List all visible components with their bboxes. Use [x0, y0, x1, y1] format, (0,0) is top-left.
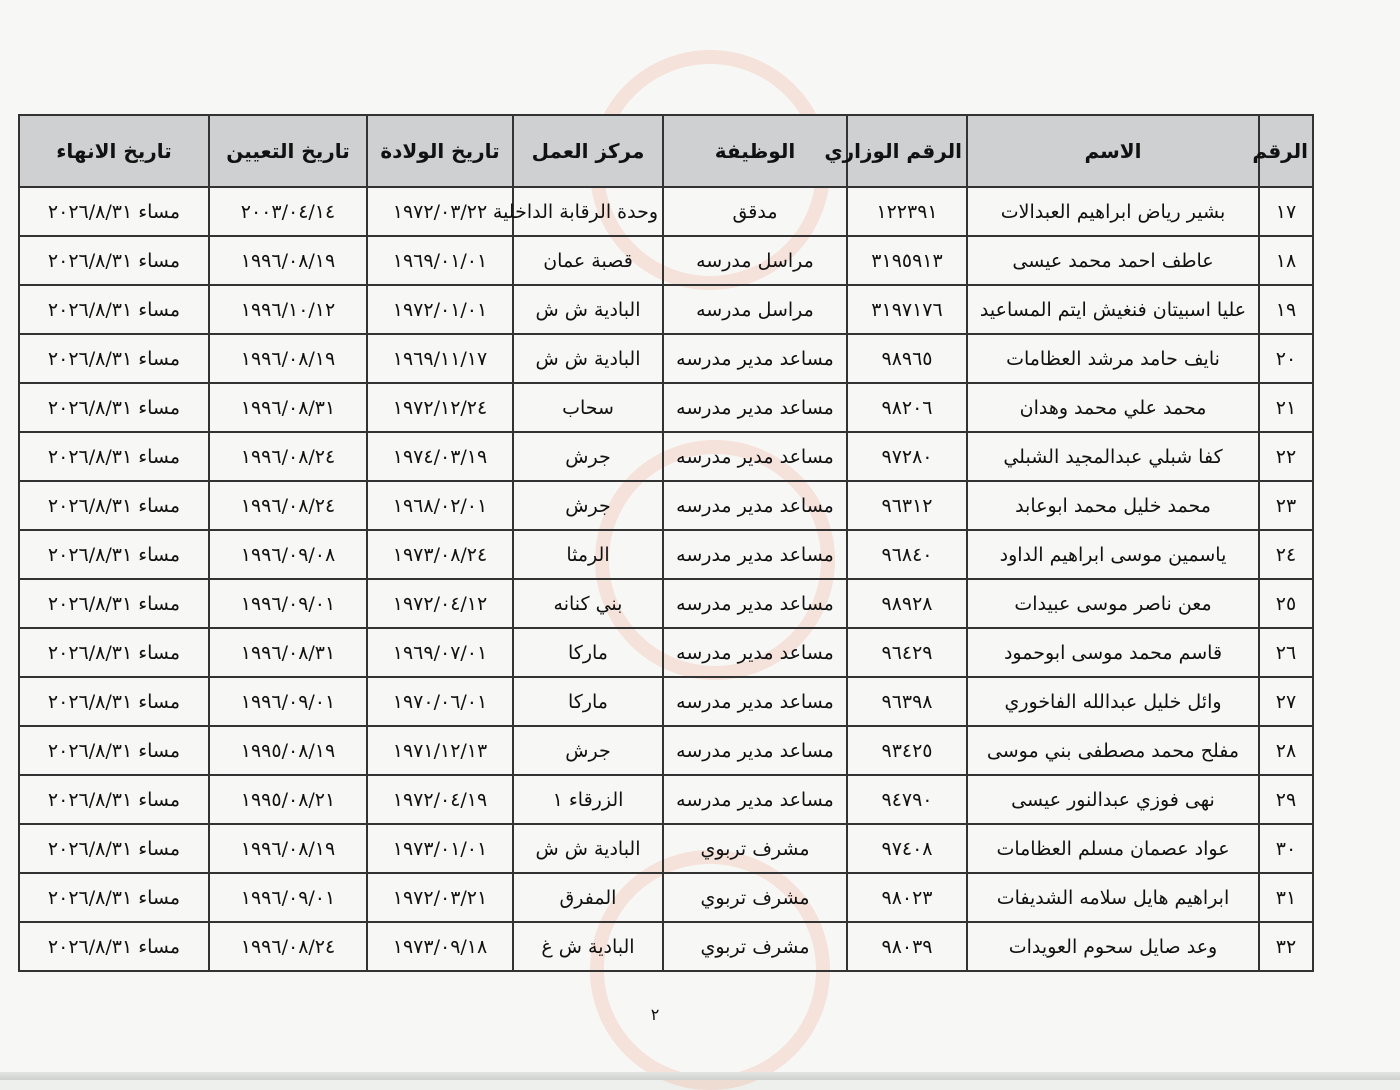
cell-birth-date: ١٩٦٩/٠٧/٠١ — [367, 628, 513, 677]
cell-end-date: مساء ٢٠٢٦/٨/٣١ — [19, 628, 209, 677]
cell-name: ياسمين موسى ابراهيم الداود — [967, 530, 1259, 579]
cell-num: ٢٦ — [1259, 628, 1313, 677]
cell-job: مساعد مدير مدرسه — [663, 775, 847, 824]
cell-birth-date: ١٩٦٩/٠١/٠١ — [367, 236, 513, 285]
cell-appoint-date: ١٩٩٦/٠٨/٢٤ — [209, 432, 367, 481]
cell-appoint-date: ١٩٩٦/٠٨/١٩ — [209, 334, 367, 383]
cell-birth-date: ١٩٧٢/٠٣/٢١ — [367, 873, 513, 922]
header-job: الوظيفة — [663, 115, 847, 187]
cell-name: معن ناصر موسى عبيدات — [967, 579, 1259, 628]
cell-birth-date: ١٩٦٩/١١/١٧ — [367, 334, 513, 383]
cell-job: مساعد مدير مدرسه — [663, 726, 847, 775]
header-appoint-date: تاريخ التعيين — [209, 115, 367, 187]
cell-work-center: الزرقاء ١ — [513, 775, 663, 824]
table-row — [19, 187, 1313, 236]
cell-job: مساعد مدير مدرسه — [663, 383, 847, 432]
cell-num: ١٨ — [1259, 236, 1313, 285]
cell-job: مساعد مدير مدرسه — [663, 677, 847, 726]
cell-work-center: جرش — [513, 726, 663, 775]
cell-num: ٢٧ — [1259, 677, 1313, 726]
table-row — [19, 481, 1313, 530]
cell-num: ٢٢ — [1259, 432, 1313, 481]
cell-job: مشرف تربوي — [663, 922, 847, 971]
cell-birth-date: ١٩٧٣/٠٨/٢٤ — [367, 530, 513, 579]
cell-name: عليا اسبيتان فنغيش ايتم المساعيد — [967, 285, 1259, 334]
cell-work-center: قصبة عمان — [513, 236, 663, 285]
cell-appoint-date: ١٩٩٥/٠٨/١٩ — [209, 726, 367, 775]
table-row — [19, 824, 1313, 873]
cell-job: مساعد مدير مدرسه — [663, 334, 847, 383]
cell-name: نهى فوزي عبدالنور عيسى — [967, 775, 1259, 824]
cell-ministry-no: ٩٤٧٩٠ — [847, 775, 967, 824]
table-row — [19, 334, 1313, 383]
cell-ministry-no: ٩٦٣٩٨ — [847, 677, 967, 726]
cell-job: مدقق — [663, 187, 847, 236]
cell-birth-date: ١٩٦٨/٠٢/٠١ — [367, 481, 513, 530]
cell-work-center: ماركا — [513, 628, 663, 677]
cell-num: ٢٣ — [1259, 481, 1313, 530]
cell-name: نايف حامد مرشد العظامات — [967, 334, 1259, 383]
cell-work-center: البادية ش ش — [513, 824, 663, 873]
table-row — [19, 922, 1313, 971]
cell-ministry-no: ٩٦٤٢٩ — [847, 628, 967, 677]
cell-job: مراسل مدرسه — [663, 236, 847, 285]
cell-appoint-date: ١٩٩٦/٠٨/٢٤ — [209, 922, 367, 971]
table-row — [19, 285, 1313, 334]
cell-end-date: مساء ٢٠٢٦/٨/٣١ — [19, 726, 209, 775]
cell-job: مساعد مدير مدرسه — [663, 579, 847, 628]
cell-work-center: المفرق — [513, 873, 663, 922]
cell-work-center: جرش — [513, 432, 663, 481]
table-row — [19, 432, 1313, 481]
cell-work-center: الرمثا — [513, 530, 663, 579]
table-row — [19, 775, 1313, 824]
cell-work-center: ماركا — [513, 677, 663, 726]
cell-name: عواد عصمان مسلم العظامات — [967, 824, 1259, 873]
table-body — [19, 187, 1313, 971]
cell-end-date: مساء ٢٠٢٦/٨/٣١ — [19, 383, 209, 432]
cell-work-center: جرش — [513, 481, 663, 530]
cell-ministry-no: ٩٨٠٢٣ — [847, 873, 967, 922]
cell-job: مساعد مدير مدرسه — [663, 481, 847, 530]
cell-end-date: مساء ٢٠٢٦/٨/٣١ — [19, 236, 209, 285]
table-row — [19, 236, 1313, 285]
table-row — [19, 873, 1313, 922]
cell-name: وائل خليل عبدالله الفاخوري — [967, 677, 1259, 726]
cell-name: محمد خليل محمد ابوعابد — [967, 481, 1259, 530]
cell-num: ٣١ — [1259, 873, 1313, 922]
table-row — [19, 579, 1313, 628]
header-birth-date: تاريخ الولادة — [367, 115, 513, 187]
cell-job: مراسل مدرسه — [663, 285, 847, 334]
cell-end-date: مساء ٢٠٢٦/٨/٣١ — [19, 481, 209, 530]
cell-name: كفا شبلي عبدالمجيد الشبلي — [967, 432, 1259, 481]
cell-ministry-no: ٩٨٠٣٩ — [847, 922, 967, 971]
cell-name: عاطف احمد محمد عيسى — [967, 236, 1259, 285]
cell-name: محمد علي محمد وهدان — [967, 383, 1259, 432]
table-row — [19, 530, 1313, 579]
page-number: ٢ — [650, 1005, 660, 1024]
cell-end-date: مساء ٢٠٢٦/٨/٣١ — [19, 677, 209, 726]
cell-birth-date: ١٩٧٤/٠٣/١٩ — [367, 432, 513, 481]
cell-birth-date: ١٩٧٢/٠٤/١٢ — [367, 579, 513, 628]
cell-job: مساعد مدير مدرسه — [663, 432, 847, 481]
cell-end-date: مساء ٢٠٢٦/٨/٣١ — [19, 775, 209, 824]
cell-ministry-no: ٣١٩٥٩١٣ — [847, 236, 967, 285]
cell-ministry-no: ٩٨٢٠٦ — [847, 383, 967, 432]
page-edge — [0, 1072, 1400, 1080]
cell-appoint-date: ١٩٩٦/٠٩/٠١ — [209, 677, 367, 726]
cell-num: ٢٠ — [1259, 334, 1313, 383]
cell-end-date: مساء ٢٠٢٦/٨/٣١ — [19, 432, 209, 481]
cell-num: ١٧ — [1259, 187, 1313, 236]
cell-end-date: مساء ٢٠٢٦/٨/٣١ — [19, 579, 209, 628]
cell-birth-date: ١٩٧٣/٠١/٠١ — [367, 824, 513, 873]
cell-job: مساعد مدير مدرسه — [663, 530, 847, 579]
header-ministry-no: الرقم الوزاري — [847, 115, 967, 187]
cell-appoint-date: ١٩٩٦/٠٨/٣١ — [209, 383, 367, 432]
cell-job: مشرف تربوي — [663, 873, 847, 922]
cell-num: ٢١ — [1259, 383, 1313, 432]
cell-job: مشرف تربوي — [663, 824, 847, 873]
cell-appoint-date: ١٩٩٦/١٠/١٢ — [209, 285, 367, 334]
cell-end-date: مساء ٢٠٢٦/٨/٣١ — [19, 334, 209, 383]
cell-name: مفلح محمد مصطفى بني موسى — [967, 726, 1259, 775]
cell-ministry-no: ١٢٢٣٩١ — [847, 187, 967, 236]
cell-birth-date: ١٩٧٢/٠١/٠١ — [367, 285, 513, 334]
cell-appoint-date: ٢٠٠٣/٠٤/١٤ — [209, 187, 367, 236]
cell-end-date: مساء ٢٠٢٦/٨/٣١ — [19, 922, 209, 971]
cell-end-date: مساء ٢٠٢٦/٨/٣١ — [19, 824, 209, 873]
cell-ministry-no: ٩٧٢٨٠ — [847, 432, 967, 481]
cell-name: وعد صايل سحوم العويدات — [967, 922, 1259, 971]
table-row — [19, 677, 1313, 726]
table-header-row — [19, 115, 1313, 187]
cell-name: ابراهيم هايل سلامه الشديفات — [967, 873, 1259, 922]
cell-work-center: وحدة الرقابة الداخلية — [513, 187, 663, 236]
header-work-center: مركز العمل — [513, 115, 663, 187]
cell-num: ٢٨ — [1259, 726, 1313, 775]
cell-end-date: مساء ٢٠٢٦/٨/٣١ — [19, 873, 209, 922]
cell-num: ٢٩ — [1259, 775, 1313, 824]
cell-num: ٢٥ — [1259, 579, 1313, 628]
retirement-roster-table — [18, 114, 1314, 972]
cell-birth-date: ١٩٧٣/٠٩/١٨ — [367, 922, 513, 971]
header-name: الاسم — [967, 115, 1259, 187]
cell-work-center: البادية ش ش — [513, 334, 663, 383]
cell-ministry-no: ٩٦٣١٢ — [847, 481, 967, 530]
cell-ministry-no: ٣١٩٧١٧٦ — [847, 285, 967, 334]
cell-ministry-no: ٩٨٩٦٥ — [847, 334, 967, 383]
header-end-date: تاريخ الانهاء — [19, 115, 209, 187]
cell-birth-date: ١٩٧١/١٢/١٣ — [367, 726, 513, 775]
table-row — [19, 628, 1313, 677]
cell-work-center: البادية ش غ — [513, 922, 663, 971]
cell-num: ١٩ — [1259, 285, 1313, 334]
cell-birth-date: ١٩٧٢/١٢/٢٤ — [367, 383, 513, 432]
cell-appoint-date: ١٩٩٦/٠٩/٠١ — [209, 873, 367, 922]
cell-appoint-date: ١٩٩٦/٠٩/٠١ — [209, 579, 367, 628]
table-row — [19, 383, 1313, 432]
cell-appoint-date: ١٩٩٦/٠٩/٠٨ — [209, 530, 367, 579]
cell-birth-date: ١٩٧٢/٠٣/٢٢ — [367, 187, 513, 236]
cell-ministry-no: ٩٨٩٢٨ — [847, 579, 967, 628]
cell-num: ٢٤ — [1259, 530, 1313, 579]
header-num: الرقم — [1259, 115, 1313, 187]
cell-appoint-date: ١٩٩٦/٠٨/١٩ — [209, 824, 367, 873]
cell-work-center: البادية ش ش — [513, 285, 663, 334]
cell-birth-date: ١٩٧٠/٠٦/٠١ — [367, 677, 513, 726]
cell-job: مساعد مدير مدرسه — [663, 628, 847, 677]
cell-end-date: مساء ٢٠٢٦/٨/٣١ — [19, 530, 209, 579]
cell-end-date: مساء ٢٠٢٦/٨/٣١ — [19, 187, 209, 236]
cell-num: ٣٠ — [1259, 824, 1313, 873]
cell-birth-date: ١٩٧٢/٠٤/١٩ — [367, 775, 513, 824]
cell-appoint-date: ١٩٩٥/٠٨/٢١ — [209, 775, 367, 824]
cell-name: قاسم محمد موسى ابوحمود — [967, 628, 1259, 677]
cell-work-center: سحاب — [513, 383, 663, 432]
cell-work-center: بني كنانه — [513, 579, 663, 628]
table-row — [19, 726, 1313, 775]
cell-ministry-no: ٩٦٨٤٠ — [847, 530, 967, 579]
cell-end-date: مساء ٢٠٢٦/٨/٣١ — [19, 285, 209, 334]
cell-ministry-no: ٩٧٤٠٨ — [847, 824, 967, 873]
cell-appoint-date: ١٩٩٦/٠٨/٣١ — [209, 628, 367, 677]
cell-ministry-no: ٩٣٤٢٥ — [847, 726, 967, 775]
cell-name: بشير رياض ابراهيم العبدالات — [967, 187, 1259, 236]
cell-appoint-date: ١٩٩٦/٠٨/٢٤ — [209, 481, 367, 530]
cell-num: ٣٢ — [1259, 922, 1313, 971]
cell-appoint-date: ١٩٩٦/٠٨/١٩ — [209, 236, 367, 285]
